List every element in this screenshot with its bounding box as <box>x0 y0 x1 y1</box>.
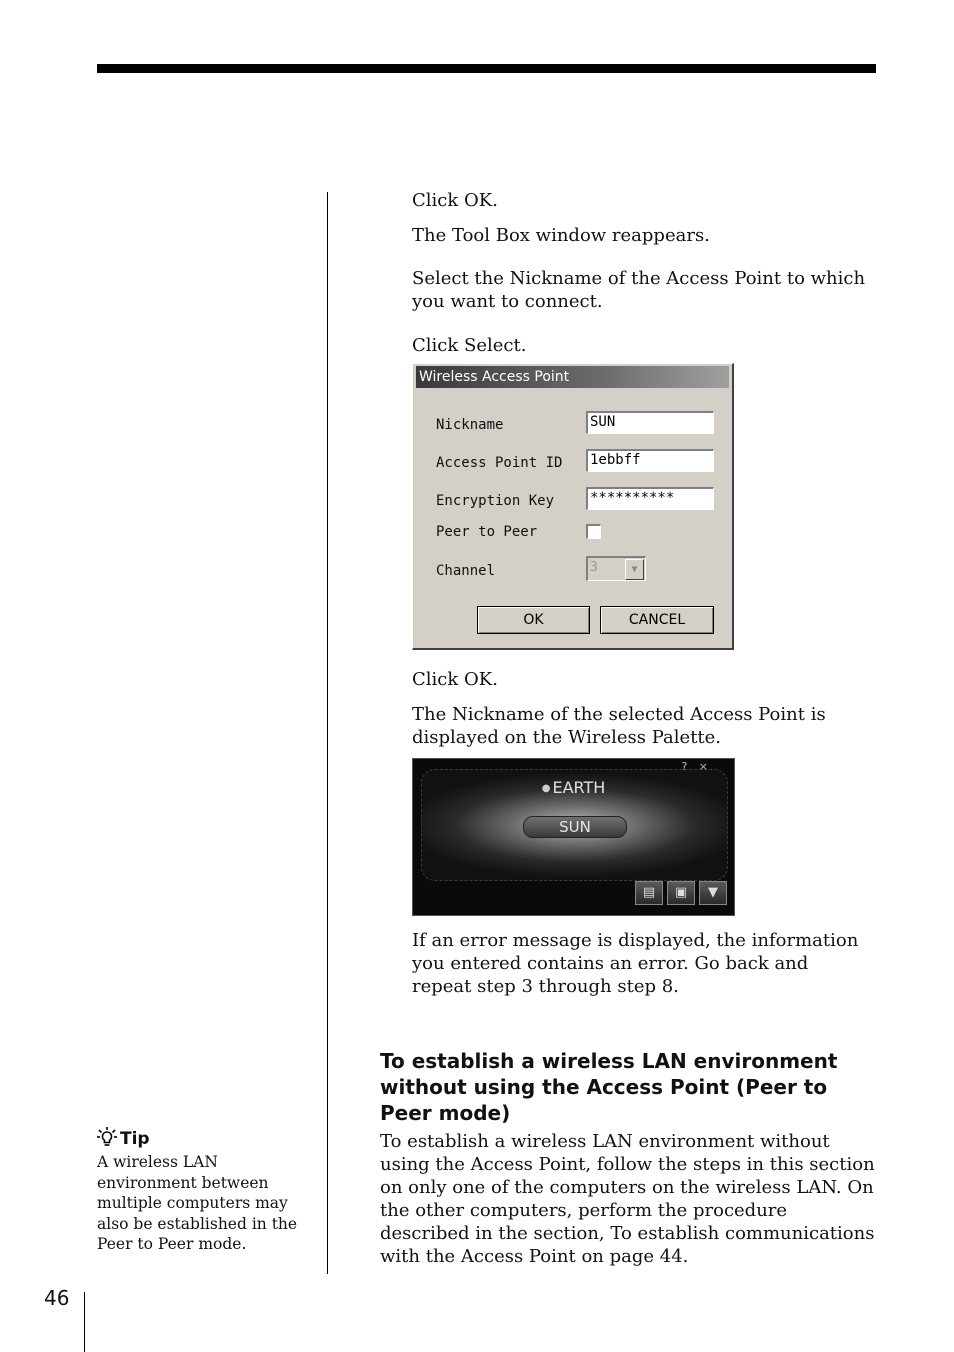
step-select-nickname: Select the Nickname of the Access Point to which you want to connect. <box>412 268 866 312</box>
wireless-access-point-dialog <box>412 363 734 650</box>
step-error-note: If an error message is displayed, the information you entered contains an error. Go back and repeat step 3 through step 8. <box>412 930 859 997</box>
nickname-label: Nickname <box>436 417 504 433</box>
ok-button[interactable]: OK <box>477 606 590 634</box>
channel-label: Channel <box>436 563 496 579</box>
tip-label: Tip <box>120 1129 150 1149</box>
earth-label: EARTH <box>552 778 606 797</box>
peer-to-peer-label: Peer to Peer <box>436 524 538 540</box>
help-close-icons[interactable]: ? × <box>681 760 712 773</box>
step-toolbox-reappears: The Tool Box window reappears. <box>412 225 710 246</box>
peer-to-peer-checkbox[interactable] <box>586 524 601 539</box>
toolbox-icon[interactable]: ▣ <box>667 881 695 905</box>
section-heading: To establish a wireless LAN environment without using the Access Point (Peer to Peer mode) <box>380 1049 838 1125</box>
encryption-key-label: Encryption Key <box>436 493 555 509</box>
tip-heading <box>97 1127 150 1152</box>
column-divider <box>327 192 328 1274</box>
lightbulb-icon <box>97 1127 117 1152</box>
cancel-button[interactable]: CANCEL <box>600 606 714 634</box>
dialog-title: Wireless Access Point <box>416 366 729 388</box>
step-click-select: Click Select. <box>412 335 527 356</box>
encryption-key-field[interactable]: ********** <box>586 487 714 510</box>
access-point-sun-selected[interactable]: SUN <box>523 816 627 838</box>
channel-select[interactable] <box>586 556 646 581</box>
step-nickname-displayed: The Nickname of the selected Access Point is displayed on the Wireless Palette. <box>412 704 826 748</box>
step-click-ok-2: Click OK. <box>412 669 498 690</box>
tip-body: A wireless LAN environment between multiple computers may also be established in the Peer to Peer mode. <box>97 1153 298 1253</box>
dot-icon: ● <box>541 783 551 794</box>
signal-icon[interactable]: ▤ <box>635 881 663 905</box>
page-number-rule <box>84 1292 85 1352</box>
access-point-earth[interactable] <box>413 778 734 797</box>
section-body: To establish a wireless LAN environment without using the Access Point, follow the steps in this section on only one of the computers on the wireless LAN. On the other computers, perform the procedure described in the section, To establish communications with the Access Point on page 44. <box>380 1131 875 1267</box>
page-number: 46 <box>44 1286 70 1310</box>
access-point-id-field[interactable]: 1ebbff <box>586 449 714 472</box>
chevron-down-icon[interactable]: ▼ <box>625 559 644 580</box>
wireless-palette <box>412 758 735 916</box>
channel-value: 3 <box>590 560 598 575</box>
step-click-ok: Click OK. <box>412 190 498 211</box>
access-point-id-label: Access Point ID <box>436 455 563 471</box>
menu-down-icon[interactable]: ▼ <box>699 881 727 905</box>
header-rule <box>97 64 876 73</box>
nickname-field[interactable]: SUN <box>586 411 714 434</box>
